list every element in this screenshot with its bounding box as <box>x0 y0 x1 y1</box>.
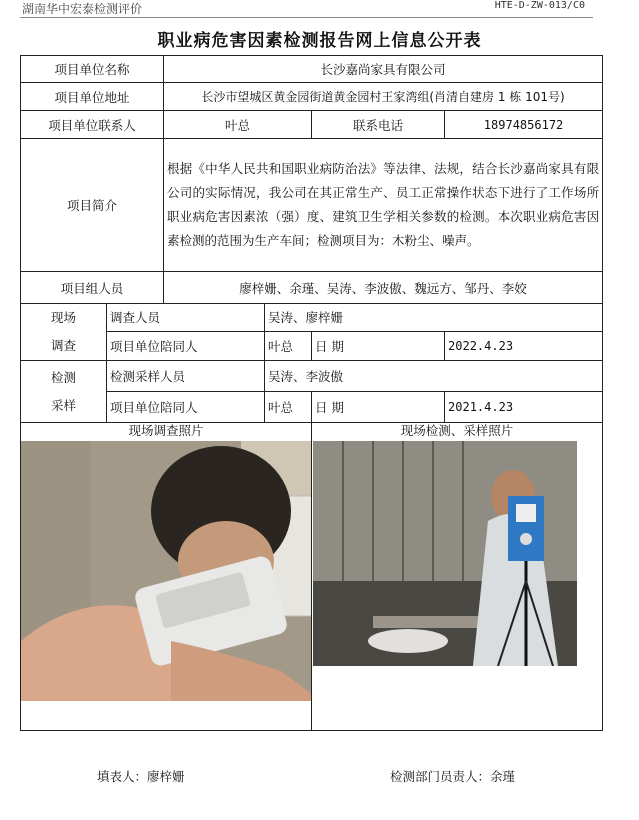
survey-escort-label: 项目单位陪同人 <box>107 331 265 360</box>
footer-filler: 填表人：廖梓姗 <box>97 769 185 784</box>
unit-name-label: 项目单位名称 <box>21 56 164 83</box>
sampling-photo-title: 现场检测、采样照片 <box>400 423 514 438</box>
sampling-photo-cell <box>312 423 603 731</box>
address-label: 项目单位地址 <box>21 83 164 111</box>
header-doc-code: HTE-D-ZW-013/C0 <box>494 0 585 11</box>
survey-photo <box>21 441 312 701</box>
contact-value: 叶总 <box>164 111 312 139</box>
page-title: 职业病危害因素检测报告网上信息公开表 <box>157 31 482 51</box>
photo-row <box>21 423 603 731</box>
address-row <box>21 83 603 111</box>
sampling-row-1 <box>21 361 603 392</box>
survey-row-1 <box>21 304 603 332</box>
phone-label: 联系电话 <box>312 111 445 139</box>
sampling-date-label: 日 期 <box>312 392 445 423</box>
footer-department-head: 检测部门员责人：余瑾 <box>390 769 516 784</box>
intro-text: 根据《中华人民共和国职业病防治法》等法律、法规，结合长沙嘉尚家具有限公司的实际情况，我公司在其正常生产、员工正常操作状态下进行了工作场所职业病危害因素浓（强）度、建筑卫生学相关参数的检测。本次职业病危害因素检测的范围为生产车间；检测项目为：木粉尘、噪声。 <box>164 139 603 272</box>
sampling-label-line2: 采样 <box>50 397 76 413</box>
intro-row <box>21 139 603 272</box>
survey-escort-value: 叶总 <box>265 331 312 360</box>
survey-label-line1: 现场 <box>50 310 76 325</box>
sampling-photo <box>313 441 577 666</box>
survey-section-label <box>21 304 107 361</box>
sampling-escort-label: 项目单位陪同人 <box>107 392 265 423</box>
survey-photo-title: 现场调查照片 <box>128 423 204 438</box>
survey-date-label: 日 期 <box>312 331 445 360</box>
investigator-label: 调查人员 <box>107 304 265 332</box>
sampling-row-2 <box>21 392 603 423</box>
team-value: 廖梓姗、余瑾、吴涛、李波傲、魏远方、邹丹、李姣 <box>164 272 603 304</box>
sampler-value: 吴涛、李波傲 <box>265 361 603 392</box>
intro-label: 项目简介 <box>21 139 164 272</box>
phone-value: 18974856172 <box>445 111 603 139</box>
investigator-value: 吴涛、廖梓姗 <box>265 304 603 332</box>
team-row <box>21 272 603 304</box>
header-divider <box>20 17 593 18</box>
sampling-section-label <box>21 361 107 423</box>
sampler-label: 检测采样人员 <box>107 361 265 392</box>
team-label: 项目组人员 <box>21 272 164 304</box>
survey-date-value: 2022.4.23 <box>445 331 603 360</box>
unit-name-value: 长沙嘉尚家具有限公司 <box>164 56 603 83</box>
survey-row-2 <box>21 331 603 360</box>
sampling-escort-value: 叶总 <box>265 392 312 423</box>
address-value: 长沙市望城区黄金园街道黄金园村王家湾组(肖清自建房 1 栋 101号) <box>164 83 603 111</box>
survey-label-line2: 调查 <box>50 338 76 353</box>
unit-name-row <box>21 56 603 83</box>
contact-label: 项目单位联系人 <box>21 111 164 139</box>
sampling-date-value: 2021.4.23 <box>445 392 603 423</box>
header-company: 湖南华中宏泰检测评价 <box>22 2 143 16</box>
info-table <box>20 55 603 731</box>
contact-row <box>21 111 603 139</box>
sampling-label-line1: 检测 <box>50 369 76 385</box>
survey-photo-cell <box>21 423 312 731</box>
